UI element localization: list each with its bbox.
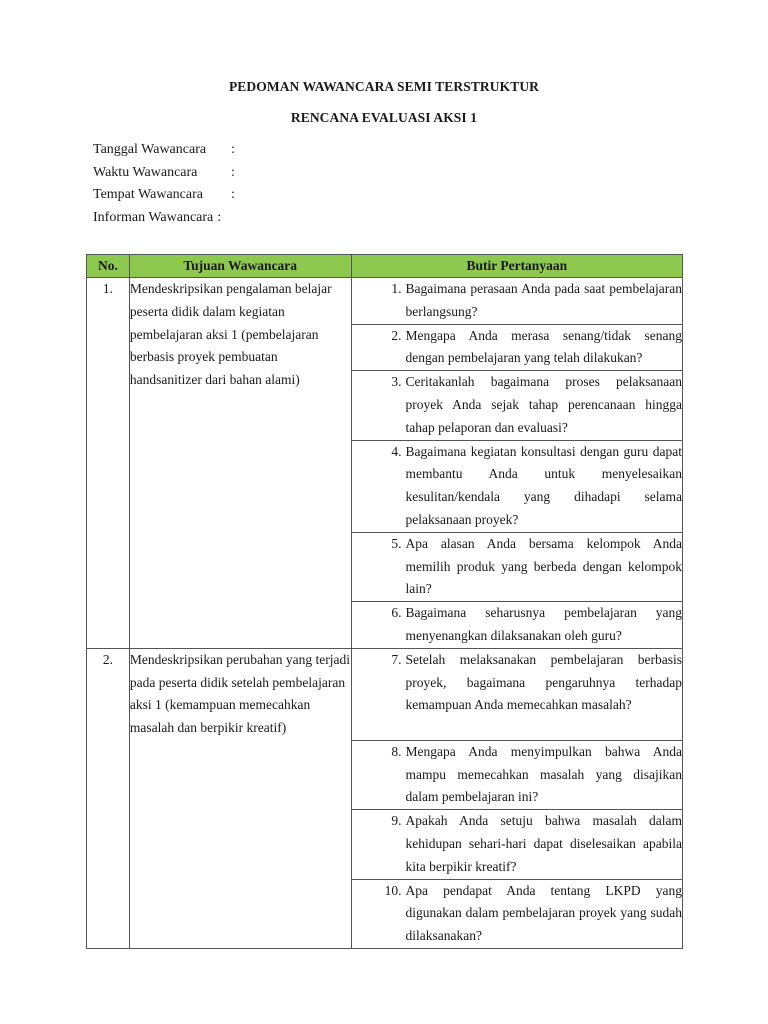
question-cell xyxy=(351,278,682,325)
row-number: 2. xyxy=(87,648,130,948)
question-number: 9. xyxy=(391,813,402,829)
question-text: Apa pendapat Anda tentang LKPD yang digunakan dalam pembelajaran proyek yang sudah dilaksanakan? xyxy=(405,882,682,944)
question-cell xyxy=(351,371,682,440)
header-tujuan: Tujuan Wawancara xyxy=(129,255,351,278)
question-number: 8. xyxy=(391,743,402,759)
question-number: 6. xyxy=(391,605,402,621)
question-text: Ceritakanlah bagaimana proses pelaksanaan proyek Anda sejak tahap perencanaan hingga tahap pelaporan dan evaluasi? xyxy=(405,374,682,435)
question-number: 5. xyxy=(391,535,402,551)
info-row-waktu xyxy=(93,164,235,187)
info-row-tempat xyxy=(93,186,235,209)
question-text: Bagaimana perasaan Anda pada saat pembelajaran berlangsung? xyxy=(405,281,682,319)
question-number: 2. xyxy=(391,327,402,343)
info-separator: : xyxy=(231,142,235,157)
question-text: Apa alasan Anda bersama kelompok Anda memilih produk yang berbeda dengan kelompok lain? xyxy=(405,535,682,597)
question-number: 3. xyxy=(391,374,402,390)
info-label: Tempat Wawancara xyxy=(93,187,203,202)
interview-table xyxy=(86,254,683,949)
info-separator: : xyxy=(217,209,222,225)
question-cell xyxy=(351,810,682,879)
question-text: Mengapa Anda menyimpulkan bahwa Anda mampu memecahkan masalah yang disajikan dalam pembelajaran ini? xyxy=(405,743,682,805)
document-subtitle: RENCANA EVALUASI AKSI 1 xyxy=(290,110,478,125)
table-header-row xyxy=(87,255,683,278)
question-cell xyxy=(351,740,682,809)
info-label: Informan Wawancara xyxy=(93,209,214,225)
question-cell xyxy=(351,532,682,601)
row-number: 1. xyxy=(87,278,130,649)
header-butir: Butir Pertanyaan xyxy=(351,255,682,278)
info-label: Waktu Wawancara xyxy=(93,164,198,180)
info-label: Tanggal Wawancara xyxy=(93,142,207,157)
question-text: Bagaimana kegiatan konsultasi dengan guru dapat membantu Anda untuk menyelesaikan kesulitan/kendala yang dihadapi selama pelaksanaan proyek? xyxy=(405,443,682,527)
question-cell xyxy=(351,324,682,371)
table-row xyxy=(87,278,683,325)
tujuan-cell: Mendeskripsikan perubahan yang terjadi pada peserta didik setelah pembelajaran aksi 1 (kemampuan memecahkan masalah dan berpikir kreatif) xyxy=(129,648,351,948)
question-text: Mengapa Anda merasa senang/tidak senang dengan pembelajaran yang telah dilakukan? xyxy=(405,327,682,366)
table-row xyxy=(87,648,683,740)
tujuan-cell: Mendeskripsikan pengalaman belajar peserta didik dalam kegiatan pembelajaran aksi 1 (pembelajaran berbasis proyek pembuatan handsanitizer dari bahan alami) xyxy=(129,278,351,649)
header-no: No. xyxy=(87,255,130,278)
info-separator: : xyxy=(231,164,235,180)
info-row-informan xyxy=(93,209,235,232)
question-number: 4. xyxy=(391,443,402,459)
document-title: PEDOMAN WAWANCARA SEMI TERSTRUKTUR xyxy=(228,79,540,94)
question-text: Setelah melaksanakan pembelajaran berbasis proyek, bagaimana pengaruhnya terhadap kemampuan Anda memecahkan masalah? xyxy=(405,651,682,713)
question-number: 7. xyxy=(391,651,402,667)
question-cell xyxy=(351,648,682,740)
question-cell xyxy=(351,879,682,948)
question-cell xyxy=(351,602,682,649)
info-row-tanggal xyxy=(93,141,235,164)
question-cell xyxy=(351,440,682,532)
question-text: Apakah Anda setuju bahwa masalah dalam kehidupan sehari-hari dapat diselesaikan apabila kita berpikir kreatif? xyxy=(405,813,682,874)
question-number: 10. xyxy=(384,882,402,898)
info-separator: : xyxy=(231,187,235,202)
question-number: 1. xyxy=(391,281,402,296)
interview-info xyxy=(93,141,235,231)
question-text: Bagaimana seharusnya pembelajaran yang menyenangkan dilaksanakan oleh guru? xyxy=(405,605,682,643)
